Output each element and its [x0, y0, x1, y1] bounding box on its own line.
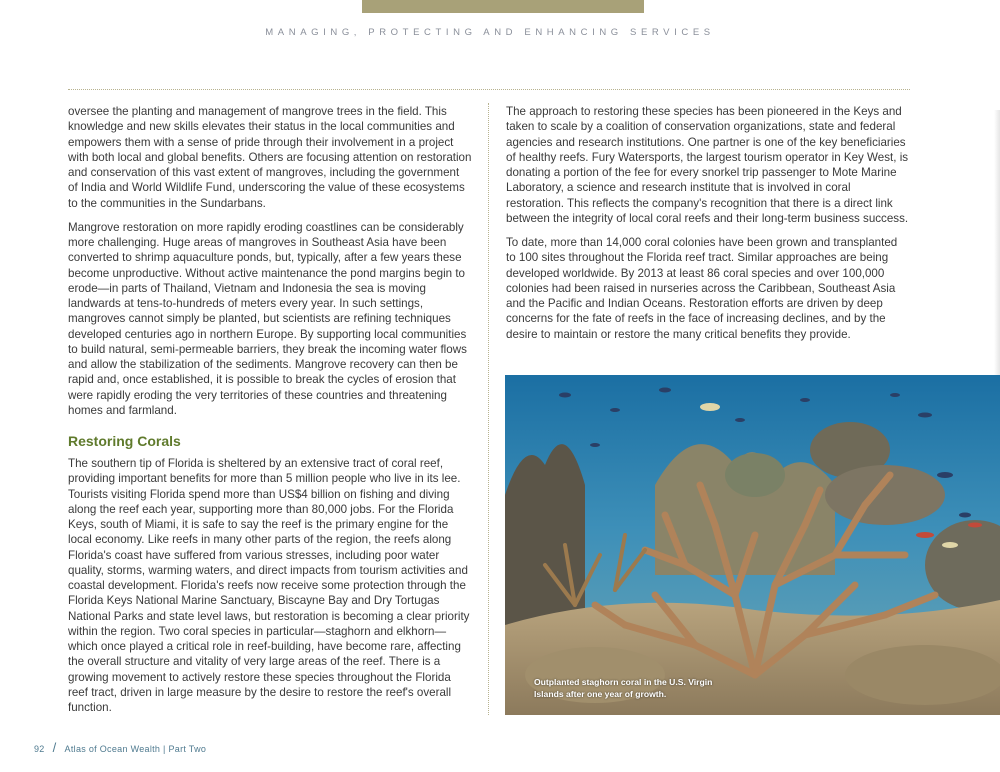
paragraph-restoration-approach: The approach to restoring these species has been pioneered in the Keys and taken to scale by a coalition of conservation organizations, state and federal agencies and research institutions. One partner is one of the key beneficiaries of healthy reefs. Fury Watersports, the largest tourism operator in Key West, is donating a portion of the fee for every snorkel trip passenger to Mote Marine Laboratory, a science and research institute that is involved in coral restoration. This reflects the company's recognition that there is a direct link between the integrity of local coral reefs and their long-term business success.: [506, 105, 909, 225]
photo-caption: Outplanted staghorn coral in the U.S. Virgin Islands after one year of growth.: [534, 677, 713, 699]
page-footer: [34, 740, 206, 755]
footer-separator: /: [52, 740, 57, 755]
coral-reef-illustration: [505, 375, 1000, 715]
header-divider: [68, 89, 910, 90]
column-divider: [488, 103, 489, 715]
paragraph-florida-reef: The southern tip of Florida is sheltered by an extensive tract of coral reef, providing important benefits for more than 5 million people who live in its lee. Tourists visiting Florida spend more than US$4 billion on fishing and diving along the reef each year, supporting more than 80,000 jobs. For the Florida Keys, south of Miami, it is safe to say the reef is the primary engine for the local economy. Like reefs in many other parts of the region, the reefs along Florida's coast have suffered from various stresses, including poor water quality, storms, warming waters, and direct impacts from tourism activities and coastal development. Florida's reefs now receive some protection through the Florida Keys National Marine Sanctuary, Biscayne Bay and Dry Tortugas National Parks and state level laws, but restoration is becoming a clear priority within the region. Two coral species in particular—staghorn and elkhorn—which once played a critical role in reef-building, have become rare, affecting the overall structure and vitality of very large areas of the reef. There is a growing movement to actively restore these species throughout the Florida reef tract, driven in large measure by the desire to restore the reef's overall function.: [68, 457, 470, 714]
facing-page-edge: [994, 110, 1000, 375]
header-tab: [362, 0, 644, 13]
coral-reef-photo: [505, 375, 1000, 715]
section-heading-restoring-corals: Restoring Corals: [68, 433, 181, 449]
publication-title: Atlas of Ocean Wealth | Part Two: [64, 744, 207, 754]
paragraph-mangrove-training: oversee the planting and management of mangrove trees in the field. This knowledge and new skills elevates their status in the local communities and empowers them with a sense of pride through their involvement in a project with both local and global benefits. Others are focusing attention on restoration and conservation of this vast extent of mangroves, including the government of India and World Wildlife Fund, underscoring the value of these ecosystems to the communities in the Sundarbans.: [68, 105, 472, 210]
paragraph-coral-colonies: To date, more than 14,000 coral colonies have been grown and transplanted to 100 sites throughout the Florida reef tract. Similar approaches are being developed worldwide. By 2013 at least 86 coral species and over 100,000 colonies had been raised in nurseries across the Caribbean, Southeast Asia and the Pacific and Indian Oceans. Restoration efforts are driven by deep concerns for the fate of reefs in the face of increasing declines, and by the desire to maintain or restore the many critical benefits they provide.: [506, 236, 898, 341]
right-column: [506, 104, 910, 351]
left-column: [68, 104, 472, 724]
page-number: 92: [34, 744, 45, 754]
running-head: MANAGING, PROTECTING AND ENHANCING SERVICES: [265, 27, 715, 38]
paragraph-mangrove-erosion: Mangrove restoration on more rapidly eroding coastlines can be considerably more challenging. Huge areas of mangroves in Southeast Asia have been converted to shrimp aquaculture ponds, but, typically, after a few years these become unproductive. Without active maintenance the pond margins begin to erode—in parts of Thailand, Vietnam and Indonesia the sea is moving landwards at tens-to-hundreds of meters every year. In such settings, mangroves cannot simply be planted, but scientists are refining techniques developed centuries ago in northern Europe. By supporting local communities to build natural, semi-permeable barriers, they break the incoming water flows and allow the stabilization of the sediments. Mangrove recovery can then be rapid and, once established, it is possible to break the cycles of erosion that were rapidly eroding the very territories of these countries and threatening homes and farmland.: [68, 220, 467, 417]
